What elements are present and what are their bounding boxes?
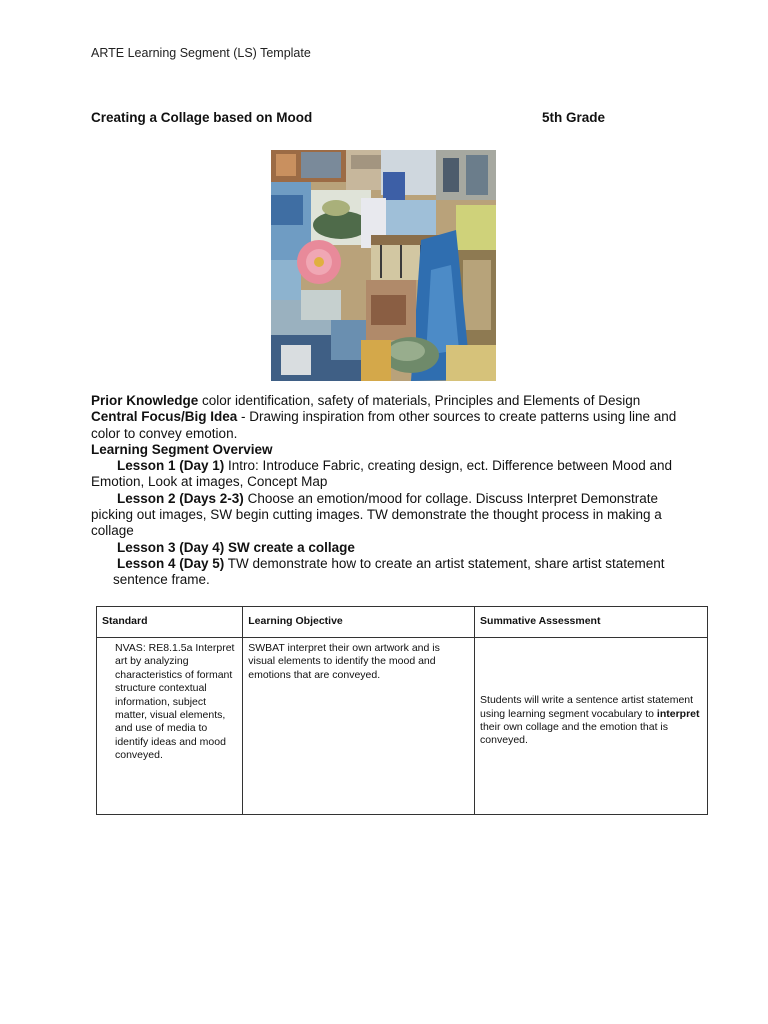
central-focus-label: Central Focus/Big Idea	[91, 409, 238, 425]
collage-image	[271, 150, 496, 381]
title-row	[91, 110, 651, 125]
header-summative-assessment: Summative Assessment	[475, 607, 708, 638]
central-focus-text: - Drawing inspiration from other sources to create patterns using line and color to convey emotion.	[91, 409, 677, 441]
objective-cell: SWBAT interpret their own artwork and is visual elements to identify the mood and emotions that are conveyed.	[243, 638, 475, 815]
assessment-cell	[475, 638, 708, 815]
lesson-4-text: TW demonstrate how to create an artist statement, share artist statement	[224, 555, 665, 571]
lesson-1-text: Intro: Introduce Fabric, creating design, ect. Difference between Mood and Emotion, Look at images, Concept Map	[91, 458, 673, 490]
header-learning-objective: Learning Objective	[243, 607, 475, 638]
standard-cell: NVAS: RE8.1.5a Interpret art by analyzing characteristics of formant structure contextual information, subject matter, visual elements, and use of media to identify ideas and mood conveyed.	[97, 638, 243, 815]
prior-knowledge-text: color identification, safety of materials, Principles and Elements of Design	[198, 393, 641, 408]
lesson-4-label: Lesson 4 (Day 5)	[117, 555, 225, 571]
assessment-text-post: their own collage and the emotion that is conveyed.	[480, 721, 668, 747]
lesson-3	[91, 540, 691, 556]
body-text	[91, 393, 691, 589]
lesson-2-text: Choose an emotion/mood for collage. Discuss Interpret Demonstrate picking out images, SW begin cutting images. TW demonstrate the thought process in making a collage	[91, 490, 662, 539]
collage-artwork	[271, 150, 496, 381]
lesson-title: Creating a Collage based on Mood	[91, 110, 313, 125]
learning-segment-table	[96, 606, 708, 815]
assessment-text-pre: Students will write a sentence artist statement using learning segment vocabulary to	[480, 694, 694, 720]
overview-label: Learning Segment Overview	[91, 441, 273, 457]
lesson-4-continued: sentence frame.	[113, 572, 210, 588]
prior-knowledge-label: Prior Knowledge	[91, 393, 199, 408]
lesson-2-label: Lesson 2 (Days 2-3)	[117, 490, 244, 506]
lesson-2	[91, 491, 691, 540]
overview-heading	[91, 442, 691, 458]
prior-knowledge	[91, 393, 691, 409]
assessment-keyword: interpret	[656, 707, 700, 720]
lesson-3-label: Lesson 3 (Day 4) SW create a collage	[117, 539, 355, 555]
lesson-1-label: Lesson 1 (Day 1)	[117, 458, 225, 474]
lesson-1	[91, 458, 691, 491]
header-standard: Standard	[97, 607, 243, 638]
assessment-text	[480, 694, 702, 748]
table-header-row	[97, 607, 708, 638]
grade-level: 5th Grade	[542, 110, 606, 125]
lesson-4	[91, 556, 691, 572]
central-focus	[91, 409, 691, 442]
table-row	[97, 638, 708, 815]
document-header: ARTE Learning Segment (LS) Template	[91, 46, 311, 60]
